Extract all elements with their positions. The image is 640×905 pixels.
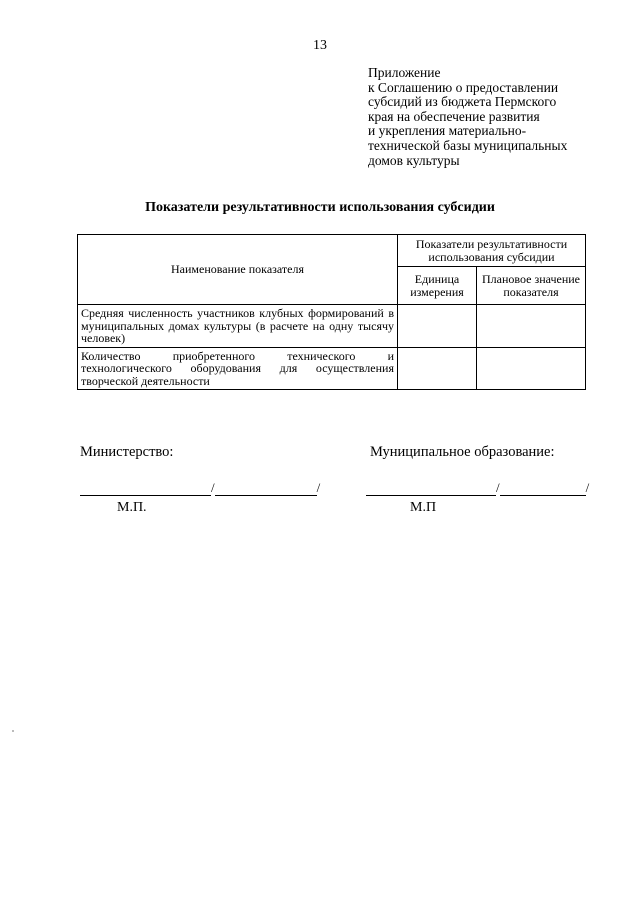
signature-blank <box>366 483 496 496</box>
row-unit <box>398 305 477 348</box>
name-blank <box>500 483 586 496</box>
indicators-table <box>77 234 586 390</box>
appendix-line: к Соглашению о предоставлении <box>368 79 559 95</box>
name-blank <box>215 483 317 496</box>
header-unit: Единица измерения <box>398 267 477 305</box>
table-row <box>78 347 586 390</box>
page-number: 13 <box>313 38 327 53</box>
appendix-line: края на обеспечение развития <box>368 108 540 124</box>
signature-blank <box>80 483 211 496</box>
slash: / <box>316 480 321 495</box>
municipality-stamp-place: М.П <box>410 500 437 515</box>
appendix-line: Приложение <box>368 65 441 80</box>
slash: / <box>211 480 215 495</box>
row-unit <box>398 347 477 390</box>
table-row <box>78 305 586 348</box>
ministry-label: Министерство: <box>80 444 174 460</box>
scan-speck <box>12 730 14 732</box>
appendix-line: технической базы муниципальных <box>368 137 568 153</box>
row-indicator-name: Средняя численность участников клубных формирований в муниципальных домах культуры (в расчете на одну тысячу человек) <box>78 305 398 348</box>
appendix-line: домов культуры <box>368 152 460 168</box>
appendix-line: и укрепления материально- <box>368 123 527 139</box>
ministry-signature-line <box>80 480 320 496</box>
municipality-signature-line <box>366 480 589 496</box>
slash: / <box>496 480 500 495</box>
document-title: Показатели результативности использования субсидии <box>145 200 495 215</box>
header-indicator-name: Наименование показателя <box>78 235 398 305</box>
appendix-block <box>368 66 618 168</box>
row-value <box>477 347 586 390</box>
header-indicators-group: Показатели результативности использования субсидии <box>398 235 586 267</box>
appendix-line: субсидий из бюджета Пермского <box>368 94 557 110</box>
header-planned-value: Плановое значение показателя <box>477 267 586 305</box>
ministry-stamp-place: М.П. <box>117 500 147 515</box>
slash: / <box>585 480 590 495</box>
row-value <box>477 305 586 348</box>
row-indicator-name: Количество приобретенного технического и технологического оборудования для осуществления творческой деятельности <box>78 347 398 390</box>
municipality-label: Муниципальное образование: <box>370 444 555 460</box>
